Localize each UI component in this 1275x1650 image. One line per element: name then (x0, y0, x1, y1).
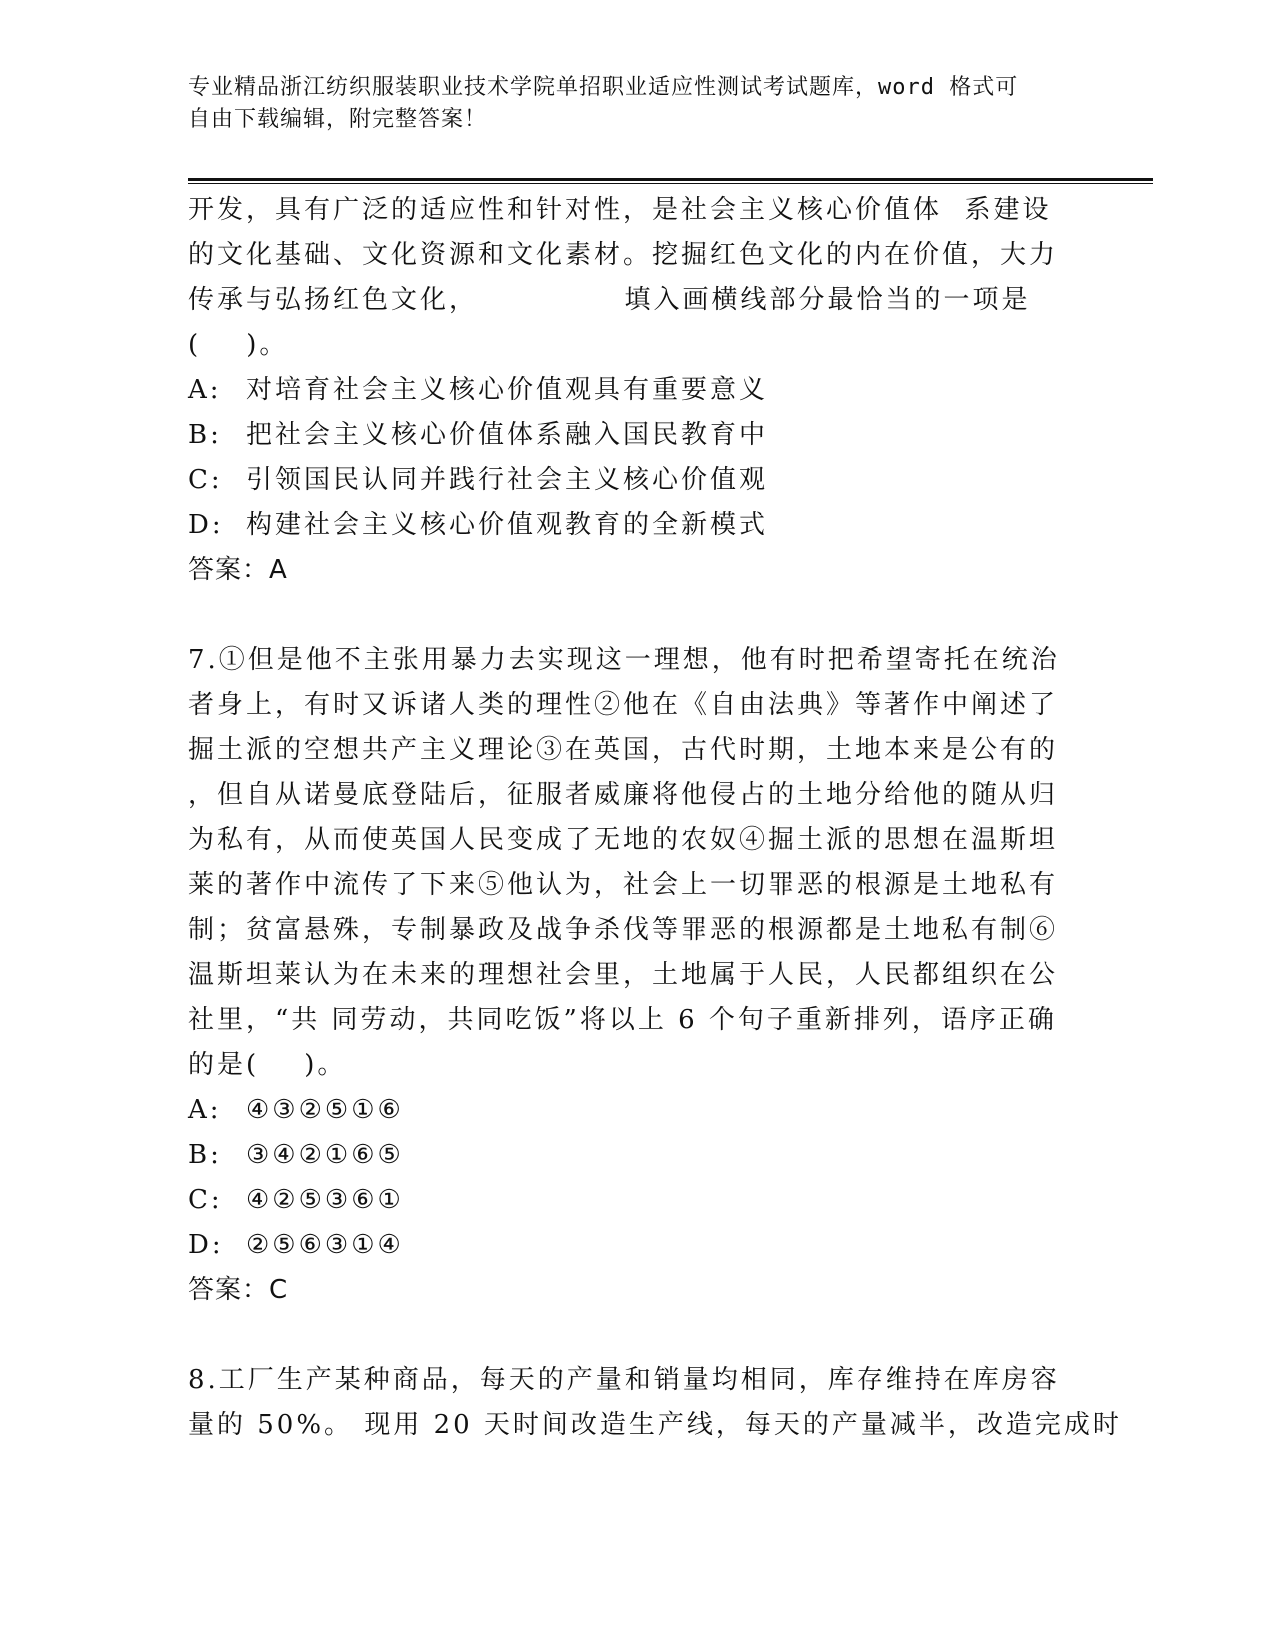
question-text-line: 制；贫富悬殊，专制暴政及战争杀伐等罪恶的根源都是土地私有制⑥ (188, 915, 1059, 945)
question-text-line: 8.工厂生产某种商品，每天的产量和销量均相同，库存维持在库房容 (188, 1365, 1060, 1395)
question-text-line: 温斯坦莱认为在未来的理想社会里，土地属于人民，人民都组织在公 (188, 960, 1059, 990)
page-header (188, 72, 1068, 136)
option-letter: D: (188, 510, 224, 540)
option-letter: C: (188, 465, 223, 495)
option-a (188, 1088, 1088, 1133)
option-text: 引领国民认同并践行社会主义核心价值观 (246, 465, 769, 495)
question-text-line: 为私有，从而使英国人民变成了无地的农奴④掘土派的思想在温斯坦 (188, 825, 1059, 855)
question-text-line: 7.①但是他不主张用暴力去实现这一理想，他有时把希望寄托在统治 (188, 645, 1060, 675)
question-text-line: 量的 50%。 现用 20 天时间改造生产线，每天的产量减半，改造完成时 (188, 1410, 1122, 1440)
question-spacer (188, 1313, 1088, 1358)
question-spacer (188, 593, 1088, 638)
option-text: 构建社会主义核心价值观教育的全新模式 (246, 510, 769, 540)
option-letter: D: (188, 1230, 224, 1260)
question-text-line: 者身上，有时又诉诸人类的理性②他在《自由法典》等著作中阐述了 (188, 690, 1059, 720)
option-letter: A: (188, 375, 222, 405)
option-text: 把社会主义核心价值体系融入国民教育中 (246, 420, 769, 450)
question-6 (188, 188, 1088, 593)
option-d (188, 1223, 1088, 1268)
question-text-line: 的文化基础、文化资源和文化素材。挖掘红色文化的内在价值，大力 (188, 240, 1059, 270)
option-d (188, 503, 1088, 548)
header-divider-thin (188, 183, 1153, 184)
question-text-line: 开发，具有广泛的适应性和针对性，是社会主义核心价值体 系建设 (188, 195, 1052, 225)
option-a (188, 368, 1088, 413)
question-text-line: 莱的著作中流传了下来⑤他认为，社会上一切罪恶的根源是土地私有 (188, 870, 1059, 900)
option-letter: B: (188, 1140, 222, 1170)
option-c (188, 1178, 1088, 1223)
option-text: ④②⑤③⑥① (246, 1185, 404, 1215)
option-letter: B: (188, 420, 222, 450)
option-b (188, 1133, 1088, 1178)
option-letter: A: (188, 1095, 222, 1125)
option-text: ②⑤⑥③①④ (246, 1230, 404, 1260)
question-text-line: ，但自从诺曼底登陆后，征服者威廉将他侵占的土地分给他的随从归 (188, 780, 1059, 810)
option-text: 对培育社会主义核心价值观具有重要意义 (246, 375, 769, 405)
option-letter: C: (188, 1185, 223, 1215)
option-text: ④③②⑤①⑥ (246, 1095, 404, 1125)
header-divider-thick (188, 178, 1153, 181)
question-7 (188, 638, 1088, 1313)
option-text: ③④②①⑥⑤ (246, 1140, 404, 1170)
question-text-line: 传承与弘扬红色文化， 填入画横线部分最恰当的一项是 (188, 285, 1031, 315)
option-c (188, 458, 1088, 503)
header-line-2: 自由下载编辑，附完整答案！ (188, 107, 488, 132)
question-text-line: 社里，“共 同劳动，共同吃饭”将以上 6 个句子重新排列，语序正确 (188, 1005, 1057, 1035)
question-text-line: ( )。 (188, 330, 289, 360)
option-b (188, 413, 1088, 458)
question-text-line: 的是( )。 (188, 1050, 347, 1080)
answer-label: 答案：C (188, 1275, 289, 1305)
header-line-1: 专业精品浙江纺织服装职业技术学院单招职业适应性测试考试题库，word 格式可 (188, 75, 1019, 100)
question-8 (188, 1358, 1122, 1448)
document-body (188, 188, 1122, 1448)
answer-label: 答案：A (188, 555, 288, 585)
question-text-line: 掘土派的空想共产主义理论③在英国，古代时期，土地本来是公有的 (188, 735, 1059, 765)
